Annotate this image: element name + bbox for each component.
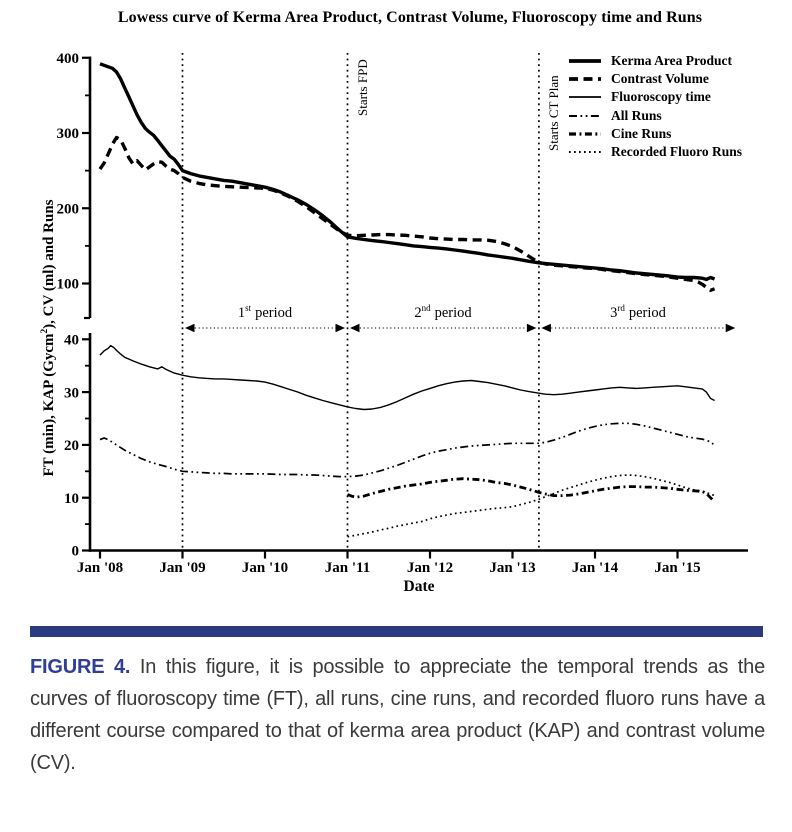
kerma-line-sample-icon (568, 56, 602, 66)
all-runs-line-sample-icon (568, 111, 602, 121)
legend-item-label: All Runs (611, 107, 662, 123)
starts-fpd-annotation: Starts FPD (355, 59, 370, 116)
legend-item-label: Kerma Area Product (611, 53, 732, 69)
series-rec_fluoro (348, 475, 715, 537)
chart-title: Lowess curve of Kerma Area Product, Contrast Volume, Fluoroscopy time and Runs (117, 9, 703, 26)
starts-ct-plan-annotation: Starts CT Plan (546, 75, 561, 151)
x-axis-tick-label: Jan '10 (241, 560, 289, 576)
figure-caption (30, 651, 765, 779)
period-3-label: 3rd period (610, 303, 666, 321)
x-axis-tick-label: Jan '14 (571, 560, 619, 576)
period-arrow (541, 324, 735, 332)
period-1-label: 1st period (237, 303, 293, 321)
legend-item-contrast-volume (568, 70, 742, 88)
legend-item-recorded-fluoro-runs (568, 143, 742, 161)
figure-caption-text: In this figure, it is possible to appreciate the temporal trends as the curves of fluoroscopy time (FT), all runs, cine runs, and recorded fluoro runs have a different course compared to that of kerma area product (KAP) and contrast volume (CV). (30, 656, 765, 774)
period-arrow (350, 324, 536, 332)
legend-item-fluoroscopy-time (568, 88, 742, 106)
y-axis-tick-label: 10 (64, 490, 79, 507)
y-axis-tick-label: 100 (56, 276, 79, 293)
x-axis-tick-label: Jan '11 (324, 560, 371, 576)
x-axis-tick-label: Jan '15 (654, 560, 701, 576)
legend-item-label: Cine Runs (611, 125, 672, 141)
period-arrow (185, 324, 345, 332)
chart-legend (568, 52, 742, 161)
series-all_runs (100, 423, 715, 476)
y-axis-tick-label: 30 (64, 385, 79, 402)
caption-divider-bar (30, 626, 763, 637)
fluoro-time-line-sample-icon (568, 92, 602, 102)
x-axis-tick-label: Jan '13 (489, 560, 536, 576)
recorded-fluoro-line-sample-icon (568, 147, 602, 157)
y-axis-tick-label: 300 (56, 126, 79, 143)
y-axis-tick-label: 200 (56, 201, 79, 218)
y-axis-tick-label: 0 (71, 543, 79, 560)
x-axis-tick-label: Jan '12 (406, 560, 454, 576)
period-2-label: 2nd period (414, 303, 472, 321)
x-axis-tick-label: Jan '08 (76, 560, 124, 576)
contrast-line-sample-icon (568, 74, 602, 84)
x-axis-tick-label: Jan '09 (159, 560, 206, 576)
legend-item-cine-runs (568, 125, 742, 143)
y-axis-tick-label: 40 (64, 332, 79, 349)
legend-item-kerma-area-product (568, 52, 742, 70)
y-axis-label-superscript: 2 (40, 328, 50, 334)
legend-item-all-runs (568, 107, 742, 125)
series-ft (100, 346, 715, 410)
legend-item-label: Fluoroscopy time (611, 89, 711, 105)
y-axis-tick-label: 400 (56, 50, 79, 67)
y-axis-label: FT (min), KAP (Gycm$^2$), CV (ml) and Runs (40, 199, 57, 477)
x-axis-label: Date (403, 578, 435, 595)
legend-item-label: Recorded Fluoro Runs (611, 144, 743, 160)
y-axis-tick-label: 20 (64, 438, 79, 455)
cine-runs-line-sample-icon (568, 129, 602, 139)
figure-caption-label: FIGURE 4. (30, 656, 131, 678)
series-cine_runs (348, 479, 715, 502)
legend-item-label: Contrast Volume (611, 71, 709, 87)
